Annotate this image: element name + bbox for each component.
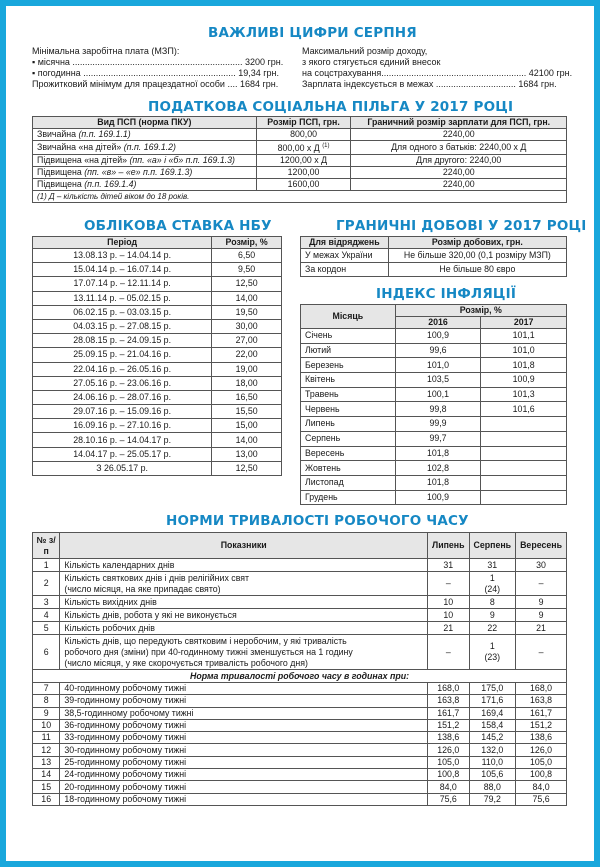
inflation-row: [301, 387, 567, 402]
nbu-row: [33, 419, 282, 433]
nbu-period: 13.11.14 р. – 05.02.15 р.: [33, 291, 212, 305]
norms-july: 10: [428, 609, 470, 622]
psp-table: [32, 116, 567, 203]
inflation-value-2017: [481, 417, 567, 432]
norms-hours-row: [33, 732, 567, 744]
norms-header-number: № з/п: [33, 533, 60, 559]
inflation-value-2016: 99,6: [395, 343, 481, 358]
psp-row: [33, 166, 567, 178]
nbu-period: 13.08.13 р. – 14.04.14 р.: [33, 249, 212, 263]
psp-limit: 2240,00: [351, 129, 567, 141]
inflation-value-2017: 101,6: [481, 402, 567, 417]
norms-august: 110,0: [469, 756, 516, 768]
norms-row: [33, 622, 567, 635]
inflation-month: Травень: [301, 387, 396, 402]
inflation-month: Серпень: [301, 431, 396, 446]
nbu-row: [33, 376, 282, 390]
inflation-value-2016: 99,7: [395, 431, 481, 446]
inflation-month: Жовтень: [301, 461, 396, 476]
norms-header-indicator: Показники: [60, 533, 428, 559]
figures-left-line: Мінімальна заробітна плата (МЗП):: [32, 46, 180, 56]
psp-limit: 2240,00: [351, 166, 567, 178]
inflation-row: [301, 475, 567, 490]
figures-left-line: ▪ погодинна ............................................................. 19,34 грн.: [32, 68, 279, 78]
norms-september: 84,0: [516, 781, 567, 793]
nbu-period: З 26.05.17 р.: [33, 461, 212, 475]
nbu-rate: 16,50: [212, 390, 282, 404]
norms-row: [33, 559, 567, 572]
norms-number: 2: [33, 572, 60, 596]
norms-header-august: Серпень: [469, 533, 516, 559]
nbu-row: [33, 277, 282, 291]
norms-august: 145,2: [469, 732, 516, 744]
norms-september: 126,0: [516, 744, 567, 756]
daily-size: Не більше 320,00 (0,1 розміру МЗП): [388, 249, 566, 263]
nbu-row: [33, 461, 282, 475]
nbu-period: 06.02.15 р. – 03.03.15 р.: [33, 305, 212, 319]
inflation-header-size: Розмір, %: [395, 305, 566, 317]
norms-subheader: Норма тривалості робочого часу в годинах при:: [33, 670, 567, 683]
daily-header-row: [301, 237, 567, 249]
psp-footnote-row: [33, 190, 567, 202]
norms-indicator: Кількість вихідних днів: [60, 596, 428, 609]
norms-september: 9: [516, 609, 567, 622]
nbu-period: 28.08.15 р. – 24.09.15 р.: [33, 334, 212, 348]
inflation-value-2016: 102,8: [395, 461, 481, 476]
inflation-value-2017: [481, 446, 567, 461]
norms-september: 151,2: [516, 719, 567, 731]
norms-indicator: 40-годинному робочому тижні: [60, 683, 428, 695]
psp-header-limit: Граничний розмір зарплати для ПСП, грн.: [351, 117, 567, 129]
norms-indicator: Кількість днів, що передують святковим і неробочим, у які тривалість робочого дня (зміни) при 40-годинному тижні зменшується на 1 годину (число місяця, у яке скорочується тривалість робочого дня): [60, 635, 428, 670]
daily-row: [301, 263, 567, 277]
norms-hours-row: [33, 781, 567, 793]
norms-august: 175,0: [469, 683, 516, 695]
nbu-row: [33, 390, 282, 404]
inflation-value-2016: 101,8: [395, 475, 481, 490]
norms-number: 6: [33, 635, 60, 670]
figures-title: ВАЖЛИВІ ЦИФРИ СЕРПНЯ: [208, 25, 417, 41]
norms-august: 8: [469, 596, 516, 609]
psp-size: 1600,00: [256, 178, 351, 190]
norms-row: [33, 596, 567, 609]
norms-number: 16: [33, 793, 60, 805]
psp-limit: Для одного з батьків: 2240,00 х Д: [351, 141, 567, 155]
norms-number: 14: [33, 769, 60, 781]
inflation-header-2016: 2016: [395, 317, 481, 329]
psp-kind: Підвищена (п.п. 169.1.4): [33, 178, 257, 190]
nbu-rate: 15,50: [212, 405, 282, 419]
norms-hours-row: [33, 695, 567, 707]
psp-kind: Підвищена (пп. «в» – «е» п.п. 169.1.3): [33, 166, 257, 178]
nbu-period: 28.10.16 р. – 14.04.17 р.: [33, 433, 212, 447]
nbu-header-row: [33, 237, 282, 249]
nbu-rate: 13,00: [212, 447, 282, 461]
norms-july: 151,2: [428, 719, 470, 731]
figures-right-line: на соцстрахування.......................................................... 42100 грн.: [302, 68, 573, 78]
inflation-row: [301, 490, 567, 505]
nbu-period: 24.06.16 р. – 28.07.16 р.: [33, 390, 212, 404]
psp-title: ПОДАТКОВА СОЦІАЛЬНА ПІЛЬГА У 2017 РОЦІ: [148, 99, 514, 115]
norms-september: 105,0: [516, 756, 567, 768]
nbu-rate: 19,00: [212, 362, 282, 376]
page-border-bottom: [0, 861, 600, 867]
norms-july: –: [428, 635, 470, 670]
daily-type: За кордон: [301, 263, 389, 277]
inflation-row: [301, 431, 567, 446]
daily-table: [300, 236, 567, 277]
norms-number: 4: [33, 609, 60, 622]
norms-july: 168,0: [428, 683, 470, 695]
nbu-row: [33, 334, 282, 348]
inflation-value-2017: [481, 431, 567, 446]
norms-july: 84,0: [428, 781, 470, 793]
inflation-value-2016: 101,8: [395, 446, 481, 461]
norms-header-row: [33, 533, 567, 559]
psp-footnote: (1) Д – кількість дітей віком до 18 років.: [33, 190, 567, 202]
inflation-row: [301, 343, 567, 358]
norms-number: 9: [33, 707, 60, 719]
norms-indicator: 33-годинному робочому тижні: [60, 732, 428, 744]
norms-august: 22: [469, 622, 516, 635]
norms-july: 75,6: [428, 793, 470, 805]
norms-title: НОРМИ ТРИВАЛОСТІ РОБОЧОГО ЧАСУ: [166, 513, 469, 529]
page-border-top: [0, 0, 600, 6]
nbu-rate: 15,00: [212, 419, 282, 433]
norms-september: 30: [516, 559, 567, 572]
inflation-month: Квітень: [301, 373, 396, 388]
norms-september: 138,6: [516, 732, 567, 744]
inflation-value-2017: [481, 490, 567, 505]
nbu-header-period: Період: [33, 237, 212, 249]
psp-row: [33, 178, 567, 190]
norms-number: 8: [33, 695, 60, 707]
norms-august: 31: [469, 559, 516, 572]
inflation-value-2017: [481, 461, 567, 476]
nbu-rate: 19,50: [212, 305, 282, 319]
norms-hours-row: [33, 719, 567, 731]
inflation-month: Червень: [301, 402, 396, 417]
inflation-month: Вересень: [301, 446, 396, 461]
inflation-row: [301, 358, 567, 373]
norms-hours-row: [33, 756, 567, 768]
inflation-value-2016: 103,5: [395, 373, 481, 388]
inflation-header-month: Місяць: [301, 305, 396, 329]
nbu-row: [33, 362, 282, 376]
nbu-row: [33, 348, 282, 362]
nbu-period: 16.09.16 р. – 27.10.16 р.: [33, 419, 212, 433]
inflation-row: [301, 417, 567, 432]
nbu-period: 15.04.14 р. – 16.07.14 р.: [33, 263, 212, 277]
nbu-period: 27.05.16 р. – 23.06.16 р.: [33, 376, 212, 390]
norms-row: [33, 635, 567, 670]
nbu-row: [33, 305, 282, 319]
nbu-rate: 9,50: [212, 263, 282, 277]
norms-august: 132,0: [469, 744, 516, 756]
norms-indicator: Кількість календарних днів: [60, 559, 428, 572]
norms-row: [33, 572, 567, 596]
norms-august: 1 (24): [469, 572, 516, 596]
norms-indicator: 20-годинному робочому тижні: [60, 781, 428, 793]
inflation-value-2017: 101,3: [481, 387, 567, 402]
norms-september: –: [516, 635, 567, 670]
norms-header-july: Липень: [428, 533, 470, 559]
norms-september: 161,7: [516, 707, 567, 719]
nbu-row: [33, 319, 282, 333]
inflation-row: [301, 402, 567, 417]
norms-september: –: [516, 572, 567, 596]
daily-title: ГРАНИЧНІ ДОБОВІ У 2017 РОЦІ: [336, 218, 587, 234]
nbu-header-rate: Розмір, %: [212, 237, 282, 249]
inflation-value-2016: 99,8: [395, 402, 481, 417]
inflation-header-2017: 2017: [481, 317, 567, 329]
inflation-row: [301, 373, 567, 388]
norms-number: 13: [33, 756, 60, 768]
psp-row: [33, 129, 567, 141]
norms-hours-row: [33, 769, 567, 781]
nbu-row: [33, 405, 282, 419]
norms-september: 100,8: [516, 769, 567, 781]
norms-july: 163,8: [428, 695, 470, 707]
inflation-row: [301, 461, 567, 476]
nbu-period: 14.04.17 р. – 25.05.17 р.: [33, 447, 212, 461]
norms-july: 161,7: [428, 707, 470, 719]
norms-table: [32, 532, 567, 806]
inflation-table: [300, 304, 567, 505]
norms-indicator: 24-годинному робочому тижні: [60, 769, 428, 781]
norms-august: 105,6: [469, 769, 516, 781]
nbu-rate: 18,00: [212, 376, 282, 390]
norms-august: 169,4: [469, 707, 516, 719]
norms-number: 5: [33, 622, 60, 635]
inflation-month: Лютий: [301, 343, 396, 358]
norms-number: 15: [33, 781, 60, 793]
norms-september: 163,8: [516, 695, 567, 707]
norms-september: 75,6: [516, 793, 567, 805]
psp-row: [33, 141, 567, 155]
inflation-title: ІНДЕКС ІНФЛЯЦІЇ: [376, 286, 517, 302]
norms-indicator: 39-годинному робочому тижні: [60, 695, 428, 707]
norms-august: 158,4: [469, 719, 516, 731]
norms-august: 88,0: [469, 781, 516, 793]
inflation-value-2016: 101,0: [395, 358, 481, 373]
norms-indicator: 36-годинному робочому тижні: [60, 719, 428, 731]
psp-kind: Звичайна (п.п. 169.1.1): [33, 129, 257, 141]
norms-july: 126,0: [428, 744, 470, 756]
psp-size: 1200,00 х Д: [256, 154, 351, 166]
inflation-value-2017: 101,0: [481, 343, 567, 358]
norms-indicator: Кількість святкових днів і днів релігійних свят (число місяця, на яке припадає свято): [60, 572, 428, 596]
nbu-rate: 12,50: [212, 461, 282, 475]
nbu-rate: 12,50: [212, 277, 282, 291]
norms-indicator: 25-годинному робочому тижні: [60, 756, 428, 768]
inflation-month: Липень: [301, 417, 396, 432]
inflation-value-2017: 101,8: [481, 358, 567, 373]
inflation-row: [301, 329, 567, 344]
nbu-row: [33, 249, 282, 263]
page-border-left: [0, 0, 6, 867]
psp-limit: Для другого: 2240,00: [351, 154, 567, 166]
norms-header-september: Вересень: [516, 533, 567, 559]
norms-indicator: 30-годинному робочому тижні: [60, 744, 428, 756]
nbu-rate: 14,00: [212, 433, 282, 447]
psp-row: [33, 154, 567, 166]
norms-july: –: [428, 572, 470, 596]
norms-indicator: 38,5-годинному робочому тижні: [60, 707, 428, 719]
norms-hours-row: [33, 683, 567, 695]
psp-header-size: Розмір ПСП, грн.: [256, 117, 351, 129]
inflation-value-2016: 99,9: [395, 417, 481, 432]
norms-august: 171,6: [469, 695, 516, 707]
norms-august: 1 (23): [469, 635, 516, 670]
inflation-value-2017: [481, 475, 567, 490]
daily-header-type: Для відряджень: [301, 237, 389, 249]
figures-left-line: Прожитковий мінімум для працездатної особи .... 1684 грн.: [32, 79, 279, 89]
inflation-month: Листопад: [301, 475, 396, 490]
psp-header-kind: Вид ПСП (норма ПКУ): [33, 117, 257, 129]
norms-september: 168,0: [516, 683, 567, 695]
nbu-period: 29.07.16 р. – 15.09.16 р.: [33, 405, 212, 419]
psp-kind: Звичайна «на дітей» (п.п. 169.1.2): [33, 141, 257, 155]
psp-size: 1200,00: [256, 166, 351, 178]
nbu-row: [33, 433, 282, 447]
nbu-row: [33, 447, 282, 461]
nbu-period: 25.09.15 р. – 21.04.16 р.: [33, 348, 212, 362]
nbu-rate: 30,00: [212, 319, 282, 333]
inflation-month: Березень: [301, 358, 396, 373]
nbu-table: [32, 236, 282, 476]
inflation-value-2016: 100,1: [395, 387, 481, 402]
daily-row: [301, 249, 567, 263]
psp-size: 800,00: [256, 129, 351, 141]
norms-august: 9: [469, 609, 516, 622]
nbu-rate: 14,00: [212, 291, 282, 305]
nbu-period: 22.04.16 р. – 26.05.16 р.: [33, 362, 212, 376]
inflation-month: Січень: [301, 329, 396, 344]
daily-size: Не більше 80 євро: [388, 263, 566, 277]
norms-number: 1: [33, 559, 60, 572]
nbu-rate: 27,00: [212, 334, 282, 348]
psp-size: 800,00 х Д $^{(1)}$: [256, 141, 351, 155]
inflation-value-2017: 100,9: [481, 373, 567, 388]
norms-september: 9: [516, 596, 567, 609]
norms-hours-row: [33, 707, 567, 719]
norms-indicator: Кількість робочих днів: [60, 622, 428, 635]
nbu-row: [33, 263, 282, 277]
norms-july: 100,8: [428, 769, 470, 781]
page-border-right: [594, 0, 600, 867]
inflation-row: [301, 446, 567, 461]
norms-subheader-row: [33, 670, 567, 683]
inflation-value-2016: 100,9: [395, 329, 481, 344]
figures-left-line: ▪ місячна .................................................................... 3200 грн.: [32, 57, 284, 67]
norms-number: 12: [33, 744, 60, 756]
nbu-rate: 6,50: [212, 249, 282, 263]
norms-number: 3: [33, 596, 60, 609]
norms-july: 138,6: [428, 732, 470, 744]
norms-july: 21: [428, 622, 470, 635]
norms-hours-row: [33, 793, 567, 805]
figures-right-line: Максимальний розмір доходу,: [302, 46, 428, 56]
norms-hours-row: [33, 744, 567, 756]
norms-september: 21: [516, 622, 567, 635]
psp-header-row: [33, 117, 567, 129]
daily-type: У межах України: [301, 249, 389, 263]
figures-right-line: Зарплата індексується в межах ................................ 1684 грн.: [302, 79, 557, 89]
norms-indicator: Кількість днів, робота у які не виконується: [60, 609, 428, 622]
norms-number: 10: [33, 719, 60, 731]
daily-header-size: Розмір добових, грн.: [388, 237, 566, 249]
norms-number: 11: [33, 732, 60, 744]
norms-july: 10: [428, 596, 470, 609]
nbu-row: [33, 291, 282, 305]
inflation-value-2016: 100,9: [395, 490, 481, 505]
inflation-value-2017: 101,1: [481, 329, 567, 344]
norms-number: 7: [33, 683, 60, 695]
psp-limit: 2240,00: [351, 178, 567, 190]
norms-indicator: 18-годинному робочому тижні: [60, 793, 428, 805]
inflation-month: Грудень: [301, 490, 396, 505]
nbu-rate: 22,00: [212, 348, 282, 362]
psp-kind: Підвищена «на дітей» (пп. «а» і «б» п.п. 169.1.3): [33, 154, 257, 166]
norms-august: 79,2: [469, 793, 516, 805]
norms-row: [33, 609, 567, 622]
inflation-header-row: [301, 305, 567, 317]
norms-july: 105,0: [428, 756, 470, 768]
nbu-period: 17.07.14 р. – 12.11.14 р.: [33, 277, 212, 291]
nbu-period: 04.03.15 р. – 27.08.15 р.: [33, 319, 212, 333]
norms-july: 31: [428, 559, 470, 572]
nbu-title: ОБЛІКОВА СТАВКА НБУ: [84, 218, 272, 234]
figures-right-line: з якого стягується єдиний внесок: [302, 57, 441, 67]
